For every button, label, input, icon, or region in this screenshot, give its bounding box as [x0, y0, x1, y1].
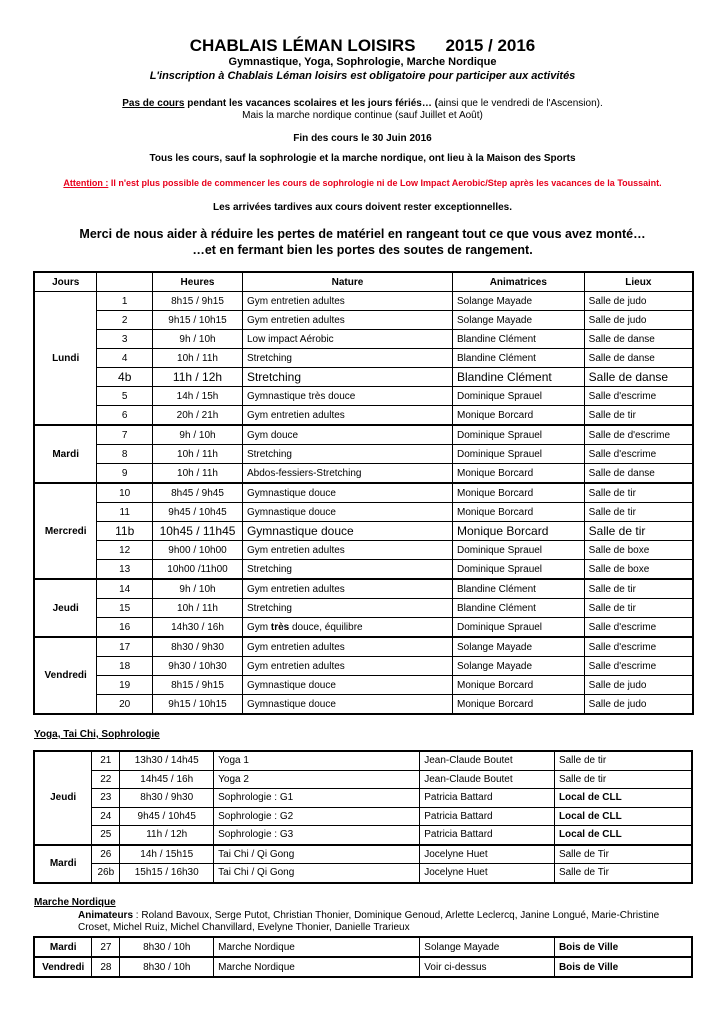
- day-cell: Lundi: [34, 292, 97, 426]
- day-cell: Jeudi: [34, 751, 92, 845]
- table-row: [34, 637, 693, 657]
- cell-number: 4b: [97, 368, 153, 387]
- table-row: [34, 695, 693, 715]
- cell-location: Salle de tir: [584, 579, 693, 599]
- cell-number: 8: [97, 445, 153, 464]
- cell-hours: 20h / 21h: [153, 406, 243, 426]
- cell-activity: Stretching: [242, 368, 452, 387]
- cell-instructor: Monique Borcard: [452, 522, 584, 541]
- cell-hours: 9h / 10h: [153, 330, 243, 349]
- cell-hours: 9h45 / 10h45: [120, 807, 214, 826]
- table-row: [34, 845, 692, 864]
- cell-hours: 9h00 / 10h00: [153, 541, 243, 560]
- cell-hours: 8h30 / 9h30: [120, 789, 214, 808]
- cell-hours: 11h / 12h: [120, 826, 214, 845]
- table-row: [34, 599, 693, 618]
- cell-hours: 9h15 / 10h15: [153, 311, 243, 330]
- cell-location: Salle de tir: [584, 406, 693, 426]
- cell-instructor: Blandine Clément: [452, 579, 584, 599]
- cell-number: 24: [92, 807, 120, 826]
- attention-label: Attention :: [63, 178, 109, 188]
- column-header: Animatrices: [452, 272, 584, 292]
- cell-hours: 14h / 15h: [153, 387, 243, 406]
- cell-hours: 8h45 / 9h45: [153, 483, 243, 503]
- column-header: Heures: [153, 272, 243, 292]
- cell-hours: 9h30 / 10h30: [153, 657, 243, 676]
- cell-hours: 14h45 / 16h: [120, 770, 214, 789]
- thanks-notice: [0, 226, 725, 258]
- cell-location: Salle d'escrime: [584, 657, 693, 676]
- cell-activity: Tai Chi / Qi Gong: [214, 864, 420, 883]
- day-cell: Jeudi: [34, 579, 97, 637]
- cell-instructor: Voir ci-dessus: [420, 957, 555, 977]
- cell-instructor: Blandine Clément: [452, 599, 584, 618]
- cell-number: 25: [92, 826, 120, 845]
- cell-location: Salle de tir: [584, 522, 693, 541]
- cell-location: Salle de danse: [584, 330, 693, 349]
- thanks-line-2: …et en fermant bien les portes des soutes de rangement.: [192, 243, 533, 257]
- cell-instructor: Solange Mayade: [452, 637, 584, 657]
- cell-instructor: Dominique Sprauel: [452, 387, 584, 406]
- cell-location: Local de CLL: [554, 826, 692, 845]
- cell-number: 14: [97, 579, 153, 599]
- table-row: [34, 483, 693, 503]
- marche-schedule-table: [33, 936, 693, 978]
- cell-hours: 10h / 11h: [153, 445, 243, 464]
- table-row: [34, 807, 692, 826]
- cell-hours: 10h45 / 11h45: [153, 522, 243, 541]
- attention-notice: [0, 178, 725, 188]
- cell-instructor: Solange Mayade: [452, 311, 584, 330]
- table-row: [34, 560, 693, 580]
- cell-hours: 14h30 / 16h: [153, 618, 243, 638]
- cell-number: 11b: [97, 522, 153, 541]
- cell-instructor: Jocelyne Huet: [420, 845, 555, 864]
- cell-activity: Gym entretien adultes: [242, 579, 452, 599]
- cell-activity: Gym entretien adultes: [242, 541, 452, 560]
- cell-activity: Abdos-fessiers-Stretching: [242, 464, 452, 484]
- cell-hours: 8h15 / 9h15: [153, 292, 243, 311]
- cell-location: Salle de boxe: [584, 541, 693, 560]
- cell-instructor: Monique Borcard: [452, 406, 584, 426]
- cell-hours: 9h / 10h: [153, 425, 243, 445]
- column-header: Nature: [242, 272, 452, 292]
- table-row: [34, 503, 693, 522]
- table-row: [34, 387, 693, 406]
- animateurs-list: [78, 910, 678, 934]
- cell-hours: 10h / 11h: [153, 464, 243, 484]
- cell-instructor: Dominique Sprauel: [452, 560, 584, 580]
- cell-hours: 9h / 10h: [153, 579, 243, 599]
- table-row: [34, 618, 693, 638]
- cell-number: 18: [97, 657, 153, 676]
- table-row: [34, 425, 693, 445]
- table-row: [34, 751, 692, 770]
- cell-location: Salle de judo: [584, 311, 693, 330]
- cell-location: Salle de boxe: [584, 560, 693, 580]
- cell-hours: 9h45 / 10h45: [153, 503, 243, 522]
- cell-activity: Low impact Aérobic: [242, 330, 452, 349]
- cell-activity: Sophrologie : G3: [214, 826, 420, 845]
- cell-activity: Gym entretien adultes: [242, 406, 452, 426]
- table-row: [34, 541, 693, 560]
- cell-activity: Stretching: [242, 560, 452, 580]
- cell-location: Salle de tir: [584, 599, 693, 618]
- late-arrival-notice: Les arrivées tardives aux cours doivent rester exceptionnelles.: [212, 202, 513, 213]
- cell-instructor: Solange Mayade: [452, 657, 584, 676]
- cell-instructor: Jean-Claude Boutet: [420, 751, 555, 770]
- table-row: [34, 522, 693, 541]
- cell-number: 17: [97, 637, 153, 657]
- cell-location: Salle de Tir: [554, 845, 692, 864]
- table-row: [34, 311, 693, 330]
- column-header: Lieux: [584, 272, 693, 292]
- cell-instructor: Dominique Sprauel: [452, 618, 584, 638]
- column-header: [97, 272, 153, 292]
- cell-activity: Gymnastique douce: [242, 483, 452, 503]
- cell-hours: 13h30 / 14h45: [120, 751, 214, 770]
- cell-location: Salle d'escrime: [584, 445, 693, 464]
- cell-activity: Marche Nordique: [214, 937, 420, 957]
- column-header: Jours: [34, 272, 97, 292]
- cell-location: Bois de Ville: [554, 957, 692, 977]
- cell-number: 7: [97, 425, 153, 445]
- title-text: CHABLAIS LÉMAN LOISIRS: [189, 36, 416, 55]
- table-row: [34, 368, 693, 387]
- cell-location: Salle de danse: [584, 368, 693, 387]
- cell-hours: 8h15 / 9h15: [153, 676, 243, 695]
- table-row: [34, 579, 693, 599]
- cell-instructor: Monique Borcard: [452, 676, 584, 695]
- cell-location: Salle de danse: [584, 464, 693, 484]
- cell-location: Local de CLL: [554, 789, 692, 808]
- cell-hours: 8h30 / 10h: [120, 957, 214, 977]
- table-row: [34, 445, 693, 464]
- cell-activity: Gym entretien adultes: [242, 311, 452, 330]
- cell-instructor: Dominique Sprauel: [452, 425, 584, 445]
- day-cell: Mercredi: [34, 483, 97, 579]
- gym-schedule-table: [33, 271, 694, 715]
- cell-location: Salle de judo: [584, 676, 693, 695]
- cell-number: 28: [92, 957, 120, 977]
- day-cell: Mardi: [34, 425, 97, 483]
- cell-instructor: Patricia Battard: [420, 826, 555, 845]
- cell-activity: Yoga 2: [214, 770, 420, 789]
- table-row: [34, 330, 693, 349]
- table-row: [34, 349, 693, 368]
- table-row: [34, 864, 692, 883]
- cell-instructor: Monique Borcard: [452, 695, 584, 715]
- cell-number: 12: [97, 541, 153, 560]
- cell-number: 11: [97, 503, 153, 522]
- table-row: [34, 826, 692, 845]
- cell-number: 22: [92, 770, 120, 789]
- cell-number: 9: [97, 464, 153, 484]
- end-date: Fin des cours le 30 Juin 2016: [293, 133, 432, 144]
- cell-hours: 15h15 / 16h30: [120, 864, 214, 883]
- cell-location: Bois de Ville: [554, 937, 692, 957]
- location-notice: Tous les cours, sauf la sophrologie et la marche nordique, ont lieu à la Maison des Sports: [149, 153, 576, 164]
- cell-number: 16: [97, 618, 153, 638]
- cell-number: 3: [97, 330, 153, 349]
- table-row: [34, 406, 693, 426]
- marche-notice: Mais la marche nordique continue (sauf Juillet et Août): [242, 110, 483, 121]
- day-cell: Vendredi: [34, 637, 97, 714]
- title-year: 2015 / 2016: [445, 36, 536, 55]
- cell-number: 26: [92, 845, 120, 864]
- cell-activity: Stretching: [242, 599, 452, 618]
- cell-number: 27: [92, 937, 120, 957]
- cell-instructor: Blandine Clément: [452, 330, 584, 349]
- cell-instructor: Blandine Clément: [452, 349, 584, 368]
- cell-activity: Gym entretien adultes: [242, 657, 452, 676]
- cell-instructor: Blandine Clément: [452, 368, 584, 387]
- cell-number: 2: [97, 311, 153, 330]
- attention-text: Il n'est plus possible de commencer les cours de sophrologie ni de Low Impact Aerobic/Step après les vacances de la Toussaint.: [108, 178, 662, 188]
- table-row: [34, 937, 692, 957]
- table-row: [34, 789, 692, 808]
- cell-activity: Marche Nordique: [214, 957, 420, 977]
- cell-location: Local de CLL: [554, 807, 692, 826]
- page-title: [0, 36, 725, 56]
- table-row: [34, 464, 693, 484]
- cell-location: Salle de tir: [584, 503, 693, 522]
- holiday-bold-text: pendant les vacances scolaires et les jours fériés… (: [184, 98, 438, 109]
- cell-hours: 10h / 11h: [153, 599, 243, 618]
- cell-activity: Stretching: [242, 445, 452, 464]
- cell-location: Salle d'escrime: [584, 387, 693, 406]
- cell-instructor: Dominique Sprauel: [452, 541, 584, 560]
- table-row: [34, 292, 693, 311]
- cell-activity: Stretching: [242, 349, 452, 368]
- cell-hours: 10h00 /11h00: [153, 560, 243, 580]
- cell-hours: 9h15 / 10h15: [153, 695, 243, 715]
- cell-number: 4: [97, 349, 153, 368]
- subtitle: Gymnastique, Yoga, Sophrologie, Marche Nordique: [228, 56, 497, 68]
- cell-instructor: Monique Borcard: [452, 483, 584, 503]
- cell-number: 15: [97, 599, 153, 618]
- cell-instructor: Jocelyne Huet: [420, 864, 555, 883]
- cell-hours: 10h / 11h: [153, 349, 243, 368]
- cell-number: 5: [97, 387, 153, 406]
- cell-activity: Gymnastique douce: [242, 695, 452, 715]
- table-row: [34, 770, 692, 789]
- cell-location: Salle de judo: [584, 292, 693, 311]
- cell-instructor: Patricia Battard: [420, 807, 555, 826]
- cell-instructor: Solange Mayade: [452, 292, 584, 311]
- cell-activity: Tai Chi / Qi Gong: [214, 845, 420, 864]
- cell-instructor: Solange Mayade: [420, 937, 555, 957]
- cell-location: Salle de d'escrime: [584, 425, 693, 445]
- cell-instructor: Jean-Claude Boutet: [420, 770, 555, 789]
- cell-location: Salle de tir: [554, 751, 692, 770]
- day-cell: Vendredi: [34, 957, 92, 977]
- cell-number: 26b: [92, 864, 120, 883]
- cell-hours: 14h / 15h15: [120, 845, 214, 864]
- cell-activity: Sophrologie : G2: [214, 807, 420, 826]
- cell-hours: 11h / 12h: [153, 368, 243, 387]
- thanks-line-1: Merci de nous aider à réduire les pertes de matériel en rangeant tout ce que vous avez monté…: [79, 227, 646, 241]
- day-cell: Mardi: [34, 845, 92, 883]
- cell-hours: 8h30 / 10h: [120, 937, 214, 957]
- holiday-notice: [0, 98, 725, 109]
- cell-hours: 8h30 / 9h30: [153, 637, 243, 657]
- cell-instructor: Patricia Battard: [420, 789, 555, 808]
- cell-activity: Gym entretien adultes: [242, 637, 452, 657]
- cell-number: 21: [92, 751, 120, 770]
- cell-number: 1: [97, 292, 153, 311]
- pas-de-cours-label: Pas de cours: [122, 98, 185, 109]
- cell-activity: Gym très douce, équilibre: [242, 618, 452, 638]
- cell-instructor: Monique Borcard: [452, 503, 584, 522]
- section-yoga-title: Yoga, Tai Chi, Sophrologie: [34, 729, 160, 740]
- cell-instructor: Monique Borcard: [452, 464, 584, 484]
- cell-number: 20: [97, 695, 153, 715]
- yoga-schedule-table: [33, 750, 693, 884]
- cell-activity: Gymnastique douce: [242, 676, 452, 695]
- cell-activity: Yoga 1: [214, 751, 420, 770]
- inscription-notice: L'inscription à Chablais Léman loisirs est obligatoire pour participer aux activités: [149, 70, 576, 82]
- cell-activity: Sophrologie : G1: [214, 789, 420, 808]
- cell-location: Salle de tir: [554, 770, 692, 789]
- cell-activity: Gymnastique douce: [242, 522, 452, 541]
- animateurs-label: Animateurs: [78, 910, 134, 921]
- day-cell: Mardi: [34, 937, 92, 957]
- table-row: [34, 676, 693, 695]
- cell-activity: Gym entretien adultes: [242, 292, 452, 311]
- cell-location: Salle de tir: [584, 483, 693, 503]
- cell-location: Salle d'escrime: [584, 618, 693, 638]
- cell-activity: Gymnastique très douce: [242, 387, 452, 406]
- cell-instructor: Dominique Sprauel: [452, 445, 584, 464]
- cell-number: 6: [97, 406, 153, 426]
- cell-number: 19: [97, 676, 153, 695]
- cell-number: 13: [97, 560, 153, 580]
- cell-activity: Gym douce: [242, 425, 452, 445]
- holiday-normal-text: ainsi que le vendredi de l'Ascension).: [437, 98, 603, 109]
- cell-location: Salle de danse: [584, 349, 693, 368]
- table-header-row: [34, 272, 693, 292]
- section-marche-title: Marche Nordique: [34, 897, 116, 908]
- animateurs-text: : Roland Bavoux, Serge Putot, Christian Thonier, Dominique Genoud, Arlette Leclercq, Janine Longué, Marie-Christine Croset, Michel Ruiz, Michel Chanvillard, Evelyne Thonier, Danielle Trarieux: [78, 910, 660, 933]
- cell-location: Salle de Tir: [554, 864, 692, 883]
- table-row: [34, 957, 692, 977]
- cell-number: 23: [92, 789, 120, 808]
- table-row: [34, 657, 693, 676]
- cell-activity: Gymnastique douce: [242, 503, 452, 522]
- cell-location: Salle de judo: [584, 695, 693, 715]
- cell-location: Salle d'escrime: [584, 637, 693, 657]
- cell-number: 10: [97, 483, 153, 503]
